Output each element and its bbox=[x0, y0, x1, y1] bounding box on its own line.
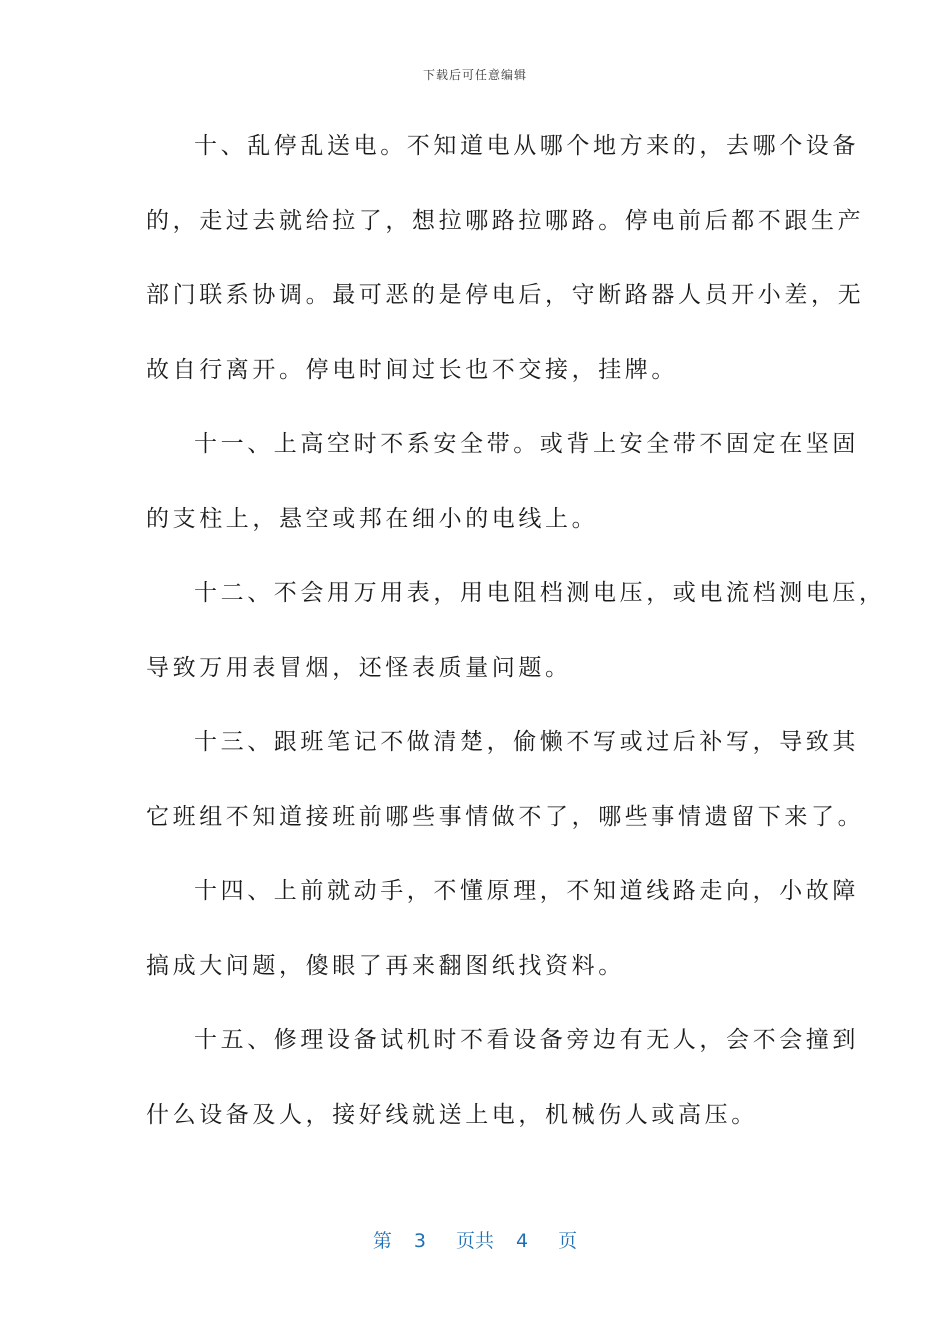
paragraph-line: 的支柱上，悬空或邦在细小的电线上。 bbox=[146, 505, 599, 532]
page-footer bbox=[0, 1226, 950, 1253]
paragraph-line: 部门联系协调。最可恶的是停电后，守断路器人员开小差，无 bbox=[146, 282, 865, 308]
current-page-number: 3 bbox=[413, 1230, 426, 1252]
paragraph-line: 什么设备及人，接好线就送上电，机械伤人或高压。 bbox=[146, 1101, 758, 1128]
paragraph-line: 十二、不会用万用表，用电阻档测电压，或电流档测电压， bbox=[194, 580, 886, 606]
paragraph-13 bbox=[146, 724, 865, 836]
document-body bbox=[146, 128, 886, 1171]
page-mid-text: 页共 bbox=[455, 1230, 494, 1252]
paragraph-line: 十一、上高空时不系安全带。或背上安全带不固定在坚固 bbox=[194, 431, 859, 457]
page-prefix: 第 bbox=[372, 1230, 392, 1252]
paragraph-line: 故自行离开。停电时间过长也不交接，挂牌。 bbox=[146, 356, 678, 383]
paragraph-line: 十四、上前就动手，不懂原理，不知道线路走向，小故障 bbox=[194, 878, 859, 904]
page-suffix: 页 bbox=[558, 1230, 578, 1252]
paragraph-line: 十三、跟班笔记不做清楚，偷懒不写或过后补写，导致其 bbox=[194, 729, 859, 755]
paragraph-line: 十、乱停乱送电。不知道电从哪个地方来的，去哪个设备 bbox=[194, 133, 859, 159]
paragraph-12 bbox=[146, 575, 886, 687]
total-pages-number: 4 bbox=[516, 1230, 529, 1252]
paragraph-line: 搞成大问题，傻眼了再来翻图纸找资料。 bbox=[146, 952, 625, 979]
paragraph-line: 十五、修理设备试机时不看设备旁边有无人，会不会撞到 bbox=[194, 1027, 859, 1053]
paragraph-14 bbox=[146, 873, 859, 985]
paragraph-line: 它班组不知道接班前哪些事情做不了，哪些事情遗留下来了。 bbox=[146, 803, 865, 830]
paragraph-10 bbox=[146, 128, 865, 389]
paragraph-11 bbox=[146, 426, 859, 538]
paragraph-15 bbox=[146, 1022, 859, 1134]
paragraph-line: 导致万用表冒烟，还怪表质量问题。 bbox=[146, 654, 572, 681]
paragraph-line: 的，走过去就给拉了，想拉哪路拉哪路。停电前后都不跟生产 bbox=[146, 207, 865, 234]
page-header: 下载后可任意编辑 bbox=[422, 68, 527, 82]
